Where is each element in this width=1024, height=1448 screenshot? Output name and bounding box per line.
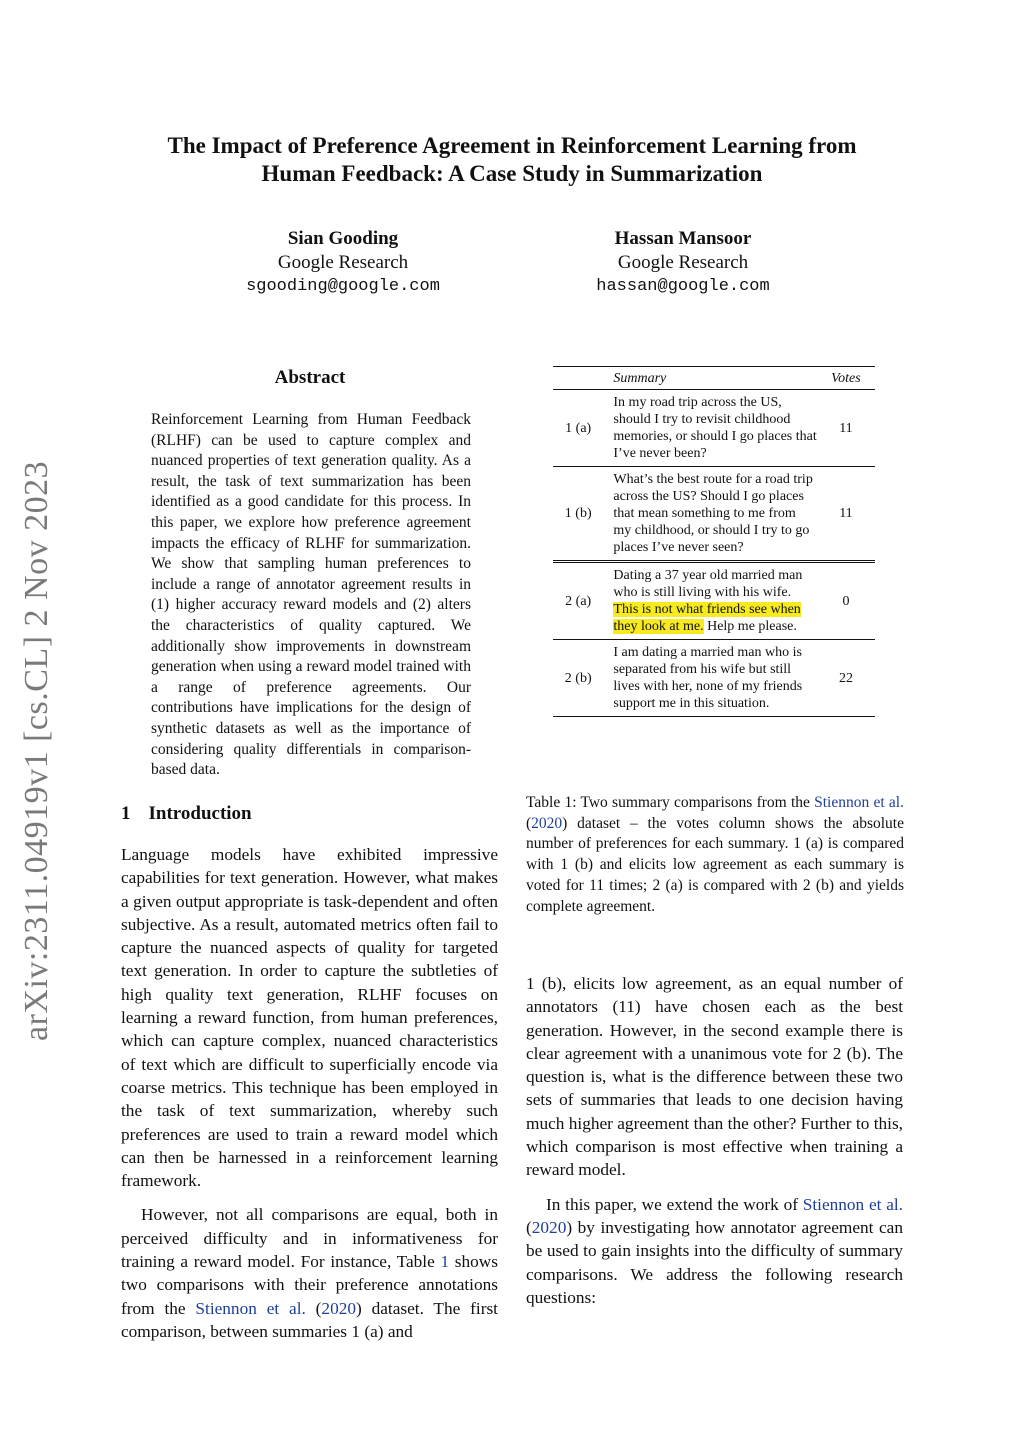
table-row <box>553 467 875 563</box>
summary-table <box>553 366 875 717</box>
citation-year-link[interactable]: 2020 <box>321 1298 356 1318</box>
title-line-2: Human Feedback: A Case Study in Summarization <box>261 161 763 186</box>
row-id: 2 (a) <box>565 593 592 609</box>
author-affiliation: Google Research <box>277 252 409 273</box>
table-row <box>553 390 875 467</box>
row-id: 1 (a) <box>565 420 592 436</box>
row-id: 1 (b) <box>564 506 592 521</box>
left-column-text <box>121 843 498 1354</box>
citation-link[interactable]: Stiennon et al. <box>195 1298 306 1318</box>
caption-text: ) dataset – the votes column shows the absolute number of preferences for each summary. 1 (a) is compared with 1 (b) and elicits low agreement as each summary is voted for 11 times; 2 (a) is compared with 2 (b) and yields complete agreement. <box>526 814 904 915</box>
paragraph-text: ) dataset. The first comparison, between summaries 1 (a) and <box>121 1298 498 1341</box>
right-paragraph-1: 1 (b), elicits low agreement, as an equal number of annotators (11) have chosen each as the best generation. However, in the second example there is clear agreement with a unanimous vote for 2 (b). The question is, what is the difference between these two sets of summaries that leads to one decision having much higher agreement than the other? Further to this, which comparison is most effective when training a reward model. <box>526 974 903 1180</box>
abstract-text: Reinforcement Learning from Human Feedback (RLHF) can be used to capture complex and nuanced properties of text generation quality. As a result, the task of text summarization has been identified as a good candidate for this process. In this paper, we explore how preference agreement impacts the efficacy of RLHF for summarization. We show that sampling human preferences to include a range of annotator agreement results in (1) higher accuracy reward models and (2) alters the characteristics of quality captured. We additionally show improvements in downstream generation when using a reward model trained with a range of preference agreements. Our contributions have implications for the design of synthetic datasets as well as the importance of considering quality differentials in comparison-based data. <box>151 411 471 779</box>
table-reference-link[interactable]: 1 <box>440 1252 450 1272</box>
row-votes: 11 <box>839 506 853 521</box>
abstract-heading: Abstract <box>274 367 346 388</box>
intro-paragraph-2 <box>121 1203 498 1343</box>
table-row <box>553 563 875 640</box>
paren-open: ( <box>305 1298 322 1318</box>
section-heading <box>121 803 252 825</box>
author-name: Hassan Mansoor <box>614 228 752 249</box>
author-email[interactable]: sgooding@google.com <box>246 277 440 296</box>
row-summary: I am dating a married man who is separated from his wife but still lives with her, none of my friends support me in this situation. <box>613 645 803 711</box>
author-name: Sian Gooding <box>287 228 399 249</box>
table-caption <box>526 793 904 917</box>
row-votes: 22 <box>838 670 853 686</box>
summary-text: Dating a 37 year old married man who is still living with his wife. <box>613 568 803 600</box>
row-votes: 11 <box>839 420 853 436</box>
right-paragraph-2 <box>526 1193 903 1309</box>
row-id: 2 (b) <box>564 670 592 686</box>
row-votes: 0 <box>842 593 850 609</box>
summary-text: Help me please. <box>703 619 797 634</box>
citation-link[interactable]: Stiennon et al. <box>802 1194 903 1214</box>
paren-open: ( <box>526 1217 532 1237</box>
arxiv-stamp[interactable]: arXiv:2311.04919v1 [cs.CL] 2 Nov 2023 <box>18 460 55 1042</box>
section-number: 1 <box>121 803 131 824</box>
intro-paragraph-1: Language models have exhibited impressive capabilities for text generation. However, what makes a given output appropriate is task-dependent and often subjective. As a result, automated metrics often fail to capture the nuanced aspects of quality for targeted text generation. In order to capture the subtleties of high quality text generation, RLHF focuses on learning a reward function, from human preferences, which can capture complex, nuanced characteristics of text which are difficult to superficially encode via coarse metrics. This technique has been employed in the task of text summarization, whereby such preferences are used to train a reward model which can then be harnessed in a reinforcement learning framework. <box>121 845 498 1191</box>
paragraph-text: shows two comparisons with their preference annotations from the <box>121 1252 498 1318</box>
author-1 <box>213 227 473 299</box>
paragraph-text: ) by investigating how annotator agreement can be used to gain insights into the difficulty of summary comparisons. We address the following research questions: <box>526 1217 903 1307</box>
paper-title <box>100 132 924 188</box>
table-row <box>553 640 875 717</box>
caption-text: Table 1: Two summary comparisons from the <box>526 794 815 811</box>
right-column-text <box>526 972 903 1320</box>
header-summary: Summary <box>613 370 667 386</box>
header-votes: Votes <box>831 370 861 386</box>
highlighted-text: This is not what friends see when they look at me. <box>613 602 801 634</box>
paragraph-text: In this paper, we extend the work of <box>546 1194 803 1214</box>
author-affiliation: Google Research <box>617 252 749 273</box>
citation-year-link[interactable]: 2020 <box>531 1217 567 1237</box>
row-summary: In my road trip across the US, should I try to revisit childhood memories, or should I go places that I’ve never been? <box>613 395 817 461</box>
paren-open: ( <box>526 814 532 832</box>
section-title: Introduction <box>148 803 252 824</box>
title-line-1: The Impact of Preference Agreement in Reinforcement Learning from <box>167 133 857 158</box>
author-email[interactable]: hassan@google.com <box>596 277 770 296</box>
citation-link[interactable]: Stiennon et al. <box>814 794 904 811</box>
paragraph-text: However, not all comparisons are equal, both in perceived difficulty and in informativeness for training a reward model. For instance, Table <box>121 1205 498 1272</box>
row-summary: What’s the best route for a road trip across the US? Should I go places that mean something to me from my childhood, or should I try to go places I’ve never seen? <box>613 472 813 555</box>
author-2 <box>553 227 813 299</box>
citation-year-link[interactable]: 2020 <box>531 814 563 832</box>
table-header <box>553 367 875 390</box>
row-summary <box>603 567 816 635</box>
